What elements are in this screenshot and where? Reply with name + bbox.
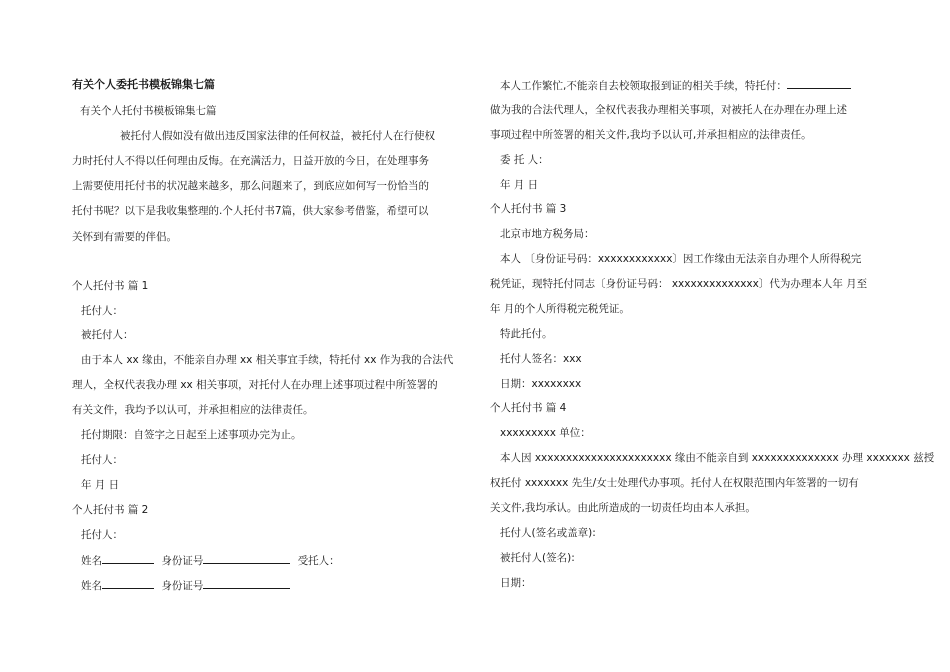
principal-label: 托付人： xyxy=(81,305,123,317)
intro-line: 托付书呢？以下是我收集整理的.个人托付书7篇，供大家参考借鉴，希望可以 xyxy=(72,205,429,217)
sign-label: 委 托 人： xyxy=(500,154,549,166)
name-label: 姓名 xyxy=(81,580,102,592)
period-line: 托付期限：自签字之日起至上述事项办完为止。 xyxy=(81,429,302,441)
date-line: 年 月 日 xyxy=(500,179,539,191)
intro-line: 被托付人假如没有做出违反国家法律的任何权益，被托付人在行使权 xyxy=(120,130,435,142)
principal-label: 托付人： xyxy=(81,529,123,541)
body-line: 有关文件，我均予以认可，并承担相应的法律责任。 xyxy=(72,404,314,416)
blank-line xyxy=(102,553,154,564)
body-line: 权托付 xxxxxxx 先生/女士处理代办事项。托付人在权限范围内年签署的一切有 xyxy=(490,477,859,489)
name-id-line xyxy=(81,578,290,593)
body-line: 理人，全权代表我办理 xx 相关事项，对托付人在办理上述事项过程中所签署的 xyxy=(72,379,438,391)
body-line: 做为我的合法代理人，全权代表我办理相关事项，对被托人在办理在办理上述 xyxy=(490,104,847,116)
principal-label: 托付人(签名或盖章): xyxy=(500,527,596,539)
unit-line: xxxxxxxxx 单位： xyxy=(500,427,591,439)
sign-label: 托付人签名：xxx xyxy=(500,353,582,365)
name-id-line xyxy=(81,553,340,568)
blank-line xyxy=(203,578,290,589)
id-label: 身份证号 xyxy=(161,555,204,567)
section-heading: 个人托付书 篇 2 xyxy=(72,504,149,516)
body-line: 由于本人 xx 缘由，不能亲自办理 xx 相关事宜手续，特托付 xx 作为我的合法代 xyxy=(81,354,454,366)
sign-label: 托付人： xyxy=(81,454,123,466)
intro-line: 关怀到有需要的伴侣。 xyxy=(72,231,177,243)
body-line: 事项过程中所签署的相关文件,我均予以认可,并承担相应的法律责任。 xyxy=(490,129,812,141)
agent-label: 被托付人： xyxy=(81,329,134,341)
blank-line xyxy=(203,553,290,564)
blank-line xyxy=(102,578,154,589)
section-heading: 个人托付书 篇 4 xyxy=(490,402,567,414)
section-heading: 个人托付书 篇 1 xyxy=(72,280,149,292)
blank-line xyxy=(787,78,851,89)
section-heading: 个人托付书 篇 3 xyxy=(490,203,567,215)
body-line xyxy=(500,78,851,93)
body-line: 年 月的个人所得税完税凭证。 xyxy=(490,303,630,315)
special-line: 特此托付。 xyxy=(500,328,553,340)
body-line: 税凭证，现特托付同志〔身份证号码： xxxxxxxxxxxxxx〕代为办理本人年 月至 xyxy=(490,278,868,290)
addressee: 北京市地方税务局： xyxy=(500,228,595,240)
date-line: 日期： xyxy=(500,577,532,589)
document-title: 有关个人委托书模板锦集七篇 xyxy=(72,78,215,91)
intro-line: 上需要使用托付书的状况越来越多，那么问题来了，到底应如何写一份恰当的 xyxy=(72,180,429,192)
id-label: 身份证号 xyxy=(161,580,204,592)
body-text: 本人工作繁忙,不能亲自去校领取报到证的相关手续，特托付： xyxy=(500,80,787,92)
body-line: 本人 〔身份证号码：xxxxxxxxxxxx〕因工作缘由无法亲自办理个人所得税完 xyxy=(500,253,862,265)
body-line: 关文件,我均承认。由此所造成的一切责任均由本人承担。 xyxy=(490,502,756,514)
agent-label: 受托人： xyxy=(297,555,340,567)
date-line: 年 月 日 xyxy=(81,479,120,491)
agent-label: 被托付人(签名): xyxy=(500,552,575,564)
date-line: 日期：xxxxxxxx xyxy=(500,378,582,390)
intro-line: 力时托付人不得以任何理由反悔。在充满活力，日益开放的今日，在处理事务 xyxy=(72,155,429,167)
name-label: 姓名 xyxy=(81,555,102,567)
body-line: 本人因 xxxxxxxxxxxxxxxxxxxxxx 缘由不能亲自到 xxxxxxxxxxxxxx 办理 xxxxxxx 兹授 xyxy=(500,452,935,464)
document-subtitle: 有关个人托付书模板锦集七篇 xyxy=(80,105,217,117)
